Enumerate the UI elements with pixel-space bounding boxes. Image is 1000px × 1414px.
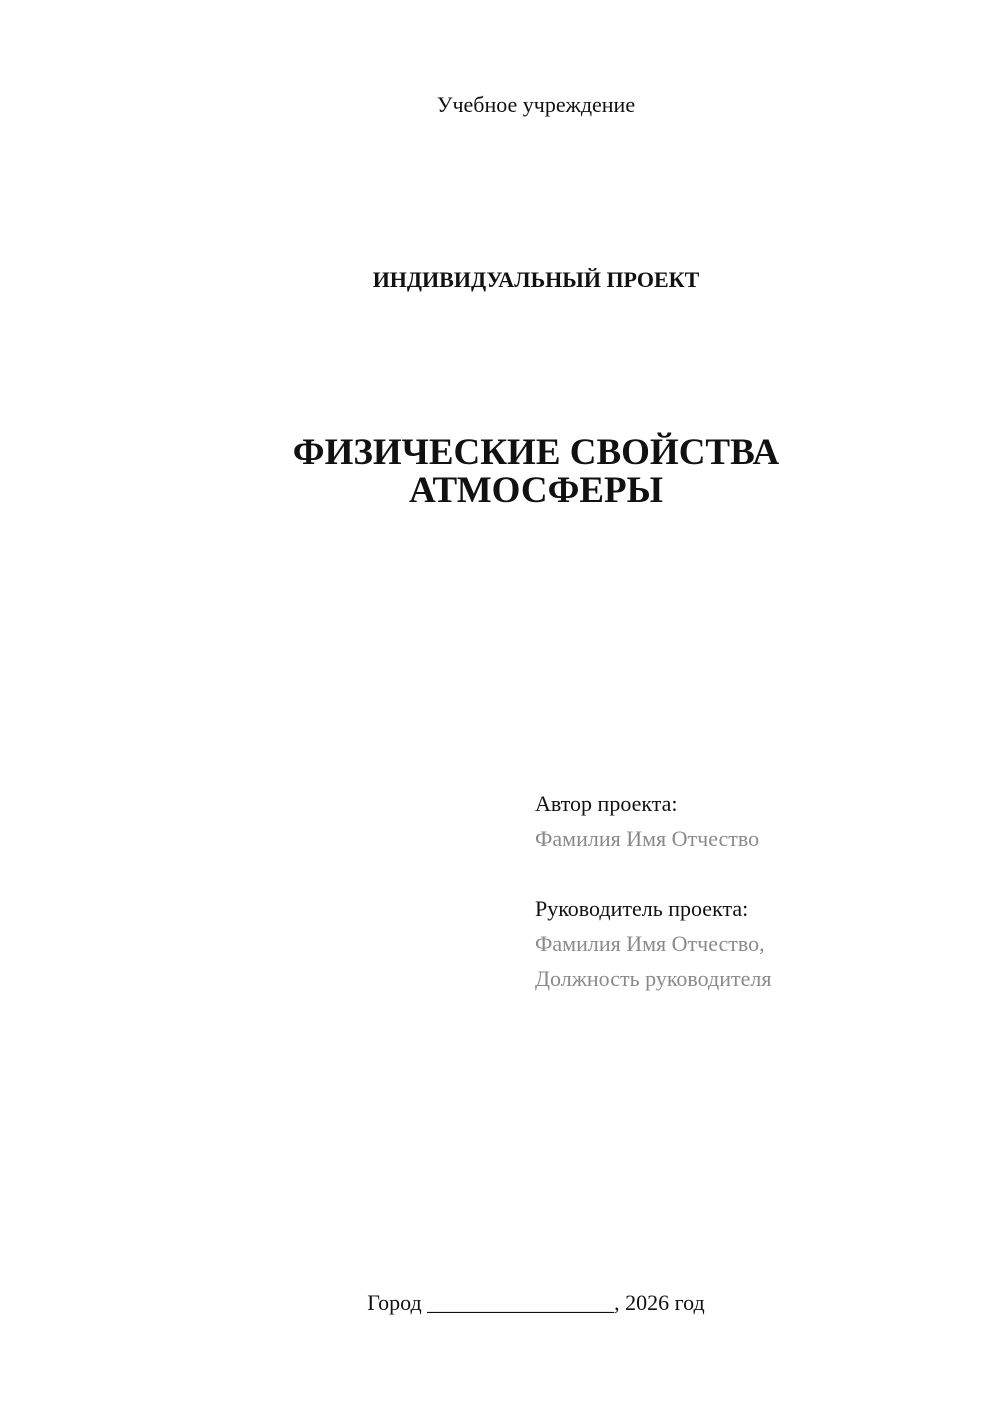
project-type-heading: ИНДИВИДУАЛЬНЫЙ ПРОЕКТ (372, 267, 700, 292)
author-label: Автор проекта: (535, 791, 678, 816)
project-title-line-2: АТМОСФЕРЫ (409, 470, 663, 511)
author-name: Фамилия Имя Отчество (535, 826, 760, 851)
supervisor-name: Фамилия Имя Отчество, (535, 931, 765, 956)
project-title (0, 434, 1000, 510)
city-year-line: Город _________________, 2026 год (367, 1290, 705, 1315)
supervisor-block (535, 891, 771, 996)
supervisor-position: Должность руководителя (535, 966, 772, 991)
supervisor-label: Руководитель проекта: (535, 896, 749, 921)
project-title-line-1: ФИЗИЧЕСКИЕ СВОЙСТВА (292, 432, 780, 473)
author-block (535, 786, 759, 856)
institution-name: Учебное учреждение (436, 92, 636, 117)
